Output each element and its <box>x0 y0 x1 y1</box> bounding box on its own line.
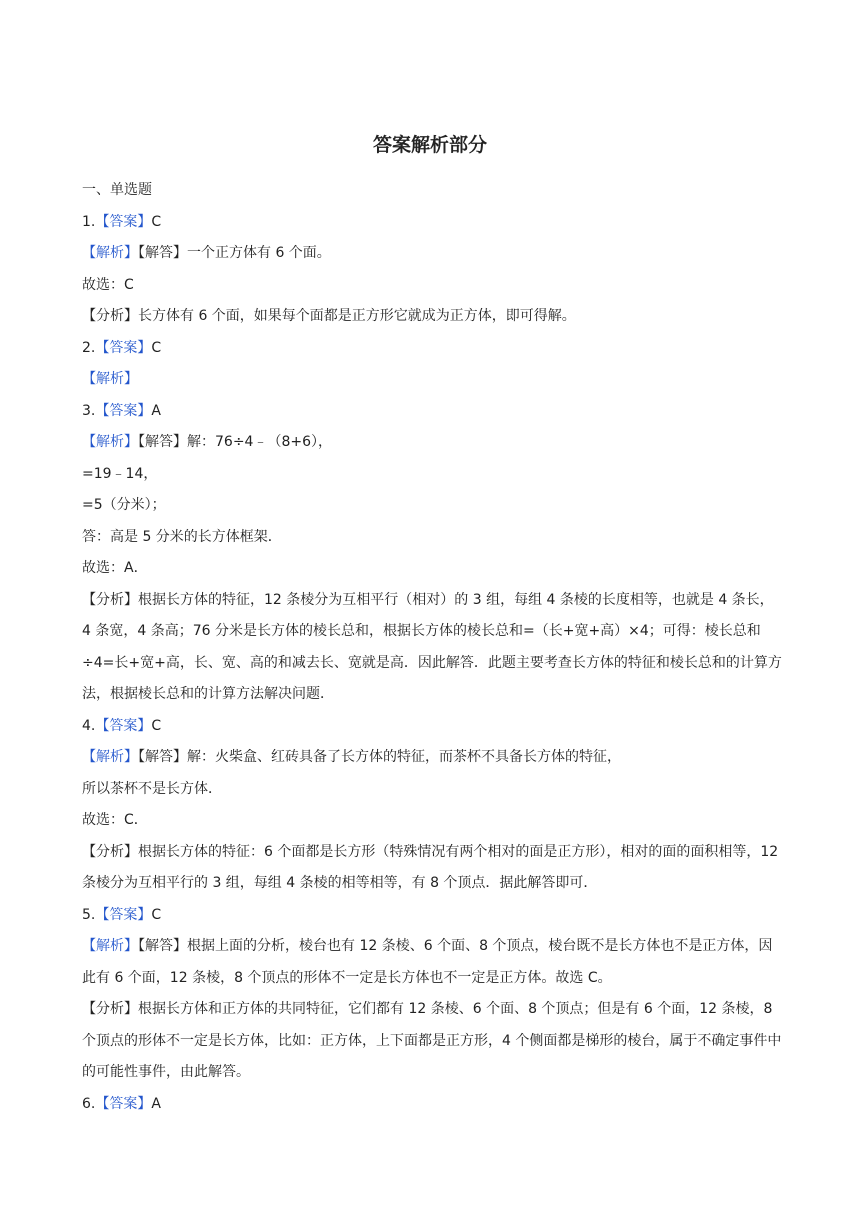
answer-content <box>82 175 782 1120</box>
q1-answer-tag: 【答案】 <box>95 213 152 230</box>
q4-explanation-tag: 【解析】 <box>82 749 138 765</box>
q2-explanation-line <box>82 364 782 396</box>
page-title: 答案解析部分 <box>372 134 487 156</box>
q5-answer-line <box>82 900 782 932</box>
q1-solution: 【解答】一个正方体有 6 个面。 <box>138 245 331 261</box>
q6-answer-line <box>82 1089 782 1121</box>
q1-analysis: 【分析】长方体有 6 个面，如果每个面都是正方形它就成为正方体，即可得解。 <box>82 308 576 324</box>
q4-choice: 故选：C． <box>82 812 148 828</box>
q5-explanation-tag: 【解析】 <box>82 938 138 954</box>
q3-answer: A <box>151 402 161 419</box>
q4-analysis: 【分析】根据长方体的特征：6 个面都是长方形（特殊情况有两个相对的面是正方形），相对的面的面积相等，12 条棱分为互相平行的 3 组，每组 4 条棱的相等相等，有 8 个顶点．据此解答即可． <box>82 843 779 891</box>
q3-explanation-line <box>82 427 782 459</box>
q4-conclusion: 所以茶杯不是长方体． <box>82 780 222 797</box>
q1-answer-line <box>82 207 782 239</box>
q3-step-1: =19﹣14， <box>82 465 158 482</box>
q3-number: 3. <box>82 402 96 419</box>
q2-answer: C <box>151 339 162 356</box>
q6-number: 6. <box>82 1095 96 1112</box>
q1-number: 1. <box>82 213 96 230</box>
q6-answer-tag: 【答案】 <box>95 1095 152 1112</box>
q5-explanation-line <box>82 931 782 994</box>
section-heading: 一、单选题 <box>82 182 152 198</box>
q5-solution: 【解答】根据上面的分析，棱台也有 12 条棱、6 个面、8 个顶点，棱台既不是长方体也不是正方体，因此有 6 个面，12 条棱，8 个顶点的形体不一定是长方体也不一定是正方体。故选 C。 <box>82 938 773 986</box>
q1-explanation-tag: 【解析】 <box>82 245 138 261</box>
q3-explanation-tag: 【解析】 <box>82 434 138 450</box>
q3-analysis: 【分析】根据长方体的特征，12 条棱分为互相平行（相对）的 3 组，每组 4 条棱的长度相等，也就是 4 条长，4 条宽，4 条高；76 分米是长方体的棱长总和，根据长方体的棱长总和=（长+宽+高）×4；可得：棱长总和÷4=长+宽+高，长、宽、高的和减去长、宽就是高．因此解答．此题主要考查长方体的特征和棱长总和的计算方法，根据棱长总和的计算方法解决问题． <box>82 591 782 702</box>
q6-answer: A <box>151 1095 161 1112</box>
q5-answer: C <box>151 906 162 923</box>
q3-choice: 故选：A． <box>82 560 148 576</box>
q4-number: 4. <box>82 717 96 734</box>
q4-solution: 【解答】解：火柴盒、红砖具备了长方体的特征，而茶杯不具备长方体的特征， <box>138 749 621 765</box>
q4-answer-line <box>82 711 782 743</box>
q5-analysis: 【分析】根据长方体和正方体的共同特征，它们都有 12 条棱、6 个面、8 个顶点；但是有 6 个面，12 条棱，8 个顶点的形体不一定是长方体，比如：正方体，上下面都是正方形，4 个侧面都是梯形的棱台，属于不确定事件中的可能性事件，由此解答。 <box>82 1001 782 1080</box>
q1-answer: C <box>151 213 162 230</box>
q2-explanation-tag: 【解析】 <box>82 371 138 387</box>
q4-explanation-line <box>82 742 782 774</box>
q4-answer: C <box>151 717 162 734</box>
q3-answer-tag: 【答案】 <box>95 402 152 419</box>
q3-step-2: =5（分米）； <box>82 497 166 513</box>
q2-answer-line <box>82 333 782 365</box>
q3-statement: 答：高是 5 分米的长方体框架． <box>82 528 282 545</box>
q3-solution: 【解答】解：76÷4﹣（8+6）， <box>138 434 332 450</box>
q1-explanation-line <box>82 238 782 270</box>
q2-number: 2. <box>82 339 96 356</box>
q1-choice: 故选：C <box>82 276 134 293</box>
q5-answer-tag: 【答案】 <box>95 906 152 923</box>
q4-answer-tag: 【答案】 <box>95 717 152 734</box>
q3-answer-line <box>82 396 782 428</box>
q2-answer-tag: 【答案】 <box>95 339 152 356</box>
q5-number: 5. <box>82 906 96 923</box>
